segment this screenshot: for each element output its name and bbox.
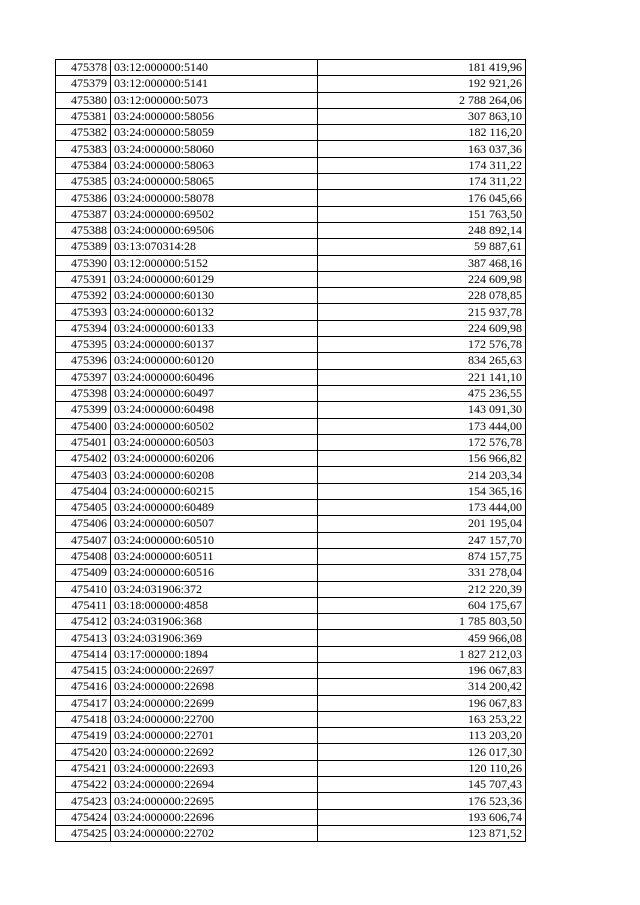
cadastral-number-cell: 03:24:000000:60137 (111, 337, 318, 353)
table-row (56, 125, 526, 141)
row-number-cell: 475411 (56, 597, 111, 613)
table-row (56, 679, 526, 695)
row-number-cell: 475421 (56, 760, 111, 776)
cadastral-value-cell: 126 017,30 (318, 744, 526, 760)
cadastral-number-cell: 03:24:000000:22695 (111, 793, 318, 809)
table-row (56, 532, 526, 548)
cadastral-value-cell: 174 311,22 (318, 174, 526, 190)
table-row (56, 320, 526, 336)
row-number-cell: 475397 (56, 369, 111, 385)
cadastral-number-cell: 03:24:031906:369 (111, 630, 318, 646)
table-row (56, 548, 526, 564)
cadastral-number-cell: 03:17:000000:1894 (111, 646, 318, 662)
cadastral-value-cell: 172 576,78 (318, 434, 526, 450)
cadastral-value-cell: 459 966,08 (318, 630, 526, 646)
table-row (56, 174, 526, 190)
cadastral-number-cell: 03:24:000000:60208 (111, 467, 318, 483)
cadastral-number-cell: 03:24:000000:60502 (111, 418, 318, 434)
row-number-cell: 475406 (56, 516, 111, 532)
cadastral-value-cell: 224 609,98 (318, 320, 526, 336)
row-number-cell: 475384 (56, 157, 111, 173)
table-row (56, 711, 526, 727)
table-row (56, 206, 526, 222)
row-number-cell: 475425 (56, 825, 111, 841)
table-row (56, 385, 526, 401)
table-row (56, 744, 526, 760)
row-number-cell: 475419 (56, 728, 111, 744)
table-row (56, 418, 526, 434)
row-number-cell: 475389 (56, 239, 111, 255)
cadastral-value-cell: 834 265,63 (318, 353, 526, 369)
cadastral-value-cell: 192 921,26 (318, 76, 526, 92)
table-row (56, 646, 526, 662)
cadastral-value-cell: 113 203,20 (318, 728, 526, 744)
row-number-cell: 475410 (56, 581, 111, 597)
table-row (56, 92, 526, 108)
cadastral-number-cell: 03:24:000000:22696 (111, 809, 318, 825)
table-row (56, 793, 526, 809)
table-row (56, 255, 526, 271)
table-row (56, 483, 526, 499)
row-number-cell: 475401 (56, 434, 111, 450)
table-row (56, 271, 526, 287)
table-row (56, 288, 526, 304)
table-row (56, 614, 526, 630)
row-number-cell: 475396 (56, 353, 111, 369)
cadastral-value-cell: 59 887,61 (318, 239, 526, 255)
row-number-cell: 475386 (56, 190, 111, 206)
table-row (56, 60, 526, 76)
cadastral-number-cell: 03:24:000000:60496 (111, 369, 318, 385)
cadastral-value-cell: 196 067,83 (318, 662, 526, 678)
table-row (56, 516, 526, 532)
cadastral-value-cell: 331 278,04 (318, 565, 526, 581)
table-row (56, 760, 526, 776)
table-body (56, 60, 526, 842)
row-number-cell: 475404 (56, 483, 111, 499)
cadastral-value-cell: 874 157,75 (318, 548, 526, 564)
cadastral-number-cell: 03:12:000000:5141 (111, 76, 318, 92)
table-row (56, 777, 526, 793)
row-number-cell: 475423 (56, 793, 111, 809)
cadastral-value-cell: 173 444,00 (318, 418, 526, 434)
cadastral-value-cell: 163 037,36 (318, 141, 526, 157)
cadastral-value-cell: 196 067,83 (318, 695, 526, 711)
row-number-cell: 475394 (56, 320, 111, 336)
row-number-cell: 475402 (56, 451, 111, 467)
cadastral-value-table (55, 59, 526, 842)
row-number-cell: 475395 (56, 337, 111, 353)
cadastral-number-cell: 03:24:000000:22700 (111, 711, 318, 727)
cadastral-value-cell: 120 110,26 (318, 760, 526, 776)
cadastral-number-cell: 03:24:000000:69502 (111, 206, 318, 222)
row-number-cell: 475390 (56, 255, 111, 271)
cadastral-value-cell: 475 236,55 (318, 385, 526, 401)
row-number-cell: 475380 (56, 92, 111, 108)
cadastral-value-cell: 307 863,10 (318, 108, 526, 124)
table-row (56, 451, 526, 467)
cadastral-number-cell: 03:24:000000:60133 (111, 320, 318, 336)
cadastral-number-cell: 03:24:000000:60132 (111, 304, 318, 320)
cadastral-number-cell: 03:24:000000:60129 (111, 271, 318, 287)
table-row (56, 809, 526, 825)
cadastral-number-cell: 03:12:000000:5073 (111, 92, 318, 108)
table-row (56, 728, 526, 744)
row-number-cell: 475398 (56, 385, 111, 401)
row-number-cell: 475412 (56, 614, 111, 630)
table-row (56, 76, 526, 92)
cadastral-value-cell: 173 444,00 (318, 500, 526, 516)
cadastral-number-cell: 03:24:000000:58078 (111, 190, 318, 206)
cadastral-number-cell: 03:12:000000:5152 (111, 255, 318, 271)
cadastral-number-cell: 03:24:000000:22702 (111, 825, 318, 841)
cadastral-value-cell: 123 871,52 (318, 825, 526, 841)
cadastral-value-cell: 193 606,74 (318, 809, 526, 825)
cadastral-number-cell: 03:24:000000:22692 (111, 744, 318, 760)
cadastral-value-cell: 174 311,22 (318, 157, 526, 173)
cadastral-number-cell: 03:24:000000:60489 (111, 500, 318, 516)
table-row (56, 402, 526, 418)
cadastral-value-cell: 181 419,96 (318, 60, 526, 76)
row-number-cell: 475424 (56, 809, 111, 825)
table-row (56, 157, 526, 173)
cadastral-number-cell: 03:24:000000:60206 (111, 451, 318, 467)
row-number-cell: 475400 (56, 418, 111, 434)
cadastral-value-cell: 221 141,10 (318, 369, 526, 385)
row-number-cell: 475418 (56, 711, 111, 727)
table-row (56, 304, 526, 320)
cadastral-number-cell: 03:24:000000:60130 (111, 288, 318, 304)
cadastral-number-cell: 03:18:000000:4858 (111, 597, 318, 613)
row-number-cell: 475392 (56, 288, 111, 304)
row-number-cell: 475420 (56, 744, 111, 760)
cadastral-number-cell: 03:24:000000:60215 (111, 483, 318, 499)
row-number-cell: 475417 (56, 695, 111, 711)
cadastral-number-cell: 03:24:000000:58063 (111, 157, 318, 173)
row-number-cell: 475387 (56, 206, 111, 222)
cadastral-number-cell: 03:24:000000:60503 (111, 434, 318, 450)
row-number-cell: 475391 (56, 271, 111, 287)
table-row (56, 630, 526, 646)
row-number-cell: 475405 (56, 500, 111, 516)
cadastral-value-cell: 163 253,22 (318, 711, 526, 727)
cadastral-number-cell: 03:24:000000:58056 (111, 108, 318, 124)
table-row (56, 222, 526, 238)
table-row (56, 825, 526, 841)
row-number-cell: 475399 (56, 402, 111, 418)
cadastral-value-cell: 1 827 212,03 (318, 646, 526, 662)
cadastral-value-cell: 214 203,34 (318, 467, 526, 483)
row-number-cell: 475378 (56, 60, 111, 76)
cadastral-value-cell: 182 116,20 (318, 125, 526, 141)
cadastral-number-cell: 03:24:000000:60497 (111, 385, 318, 401)
table-row (56, 695, 526, 711)
table-row (56, 369, 526, 385)
table-row (56, 467, 526, 483)
row-number-cell: 475416 (56, 679, 111, 695)
row-number-cell: 475388 (56, 222, 111, 238)
cadastral-value-cell: 201 195,04 (318, 516, 526, 532)
cadastral-value-cell: 247 157,70 (318, 532, 526, 548)
cadastral-value-cell: 2 788 264,06 (318, 92, 526, 108)
table-row (56, 108, 526, 124)
cadastral-number-cell: 03:24:000000:58060 (111, 141, 318, 157)
cadastral-number-cell: 03:24:000000:69506 (111, 222, 318, 238)
cadastral-value-cell: 212 220,39 (318, 581, 526, 597)
table-row (56, 565, 526, 581)
row-number-cell: 475379 (56, 76, 111, 92)
table-row (56, 581, 526, 597)
cadastral-number-cell: 03:24:000000:60511 (111, 548, 318, 564)
cadastral-number-cell: 03:13:070314:28 (111, 239, 318, 255)
cadastral-number-cell: 03:24:000000:22698 (111, 679, 318, 695)
cadastral-value-cell: 248 892,14 (318, 222, 526, 238)
row-number-cell: 475413 (56, 630, 111, 646)
cadastral-number-cell: 03:24:000000:60498 (111, 402, 318, 418)
row-number-cell: 475385 (56, 174, 111, 190)
cadastral-number-cell: 03:24:000000:22697 (111, 662, 318, 678)
row-number-cell: 475382 (56, 125, 111, 141)
cadastral-number-cell: 03:24:000000:22699 (111, 695, 318, 711)
cadastral-number-cell: 03:24:000000:60516 (111, 565, 318, 581)
table-row (56, 597, 526, 613)
cadastral-number-cell: 03:24:000000:22701 (111, 728, 318, 744)
row-number-cell: 475393 (56, 304, 111, 320)
cadastral-number-cell: 03:24:031906:372 (111, 581, 318, 597)
cadastral-value-cell: 151 763,50 (318, 206, 526, 222)
cadastral-number-cell: 03:24:000000:58059 (111, 125, 318, 141)
row-number-cell: 475422 (56, 777, 111, 793)
cadastral-number-cell: 03:24:031906:368 (111, 614, 318, 630)
row-number-cell: 475403 (56, 467, 111, 483)
cadastral-number-cell: 03:12:000000:5140 (111, 60, 318, 76)
row-number-cell: 475414 (56, 646, 111, 662)
cadastral-value-cell: 172 576,78 (318, 337, 526, 353)
cadastral-value-cell: 228 078,85 (318, 288, 526, 304)
cadastral-value-cell: 224 609,98 (318, 271, 526, 287)
table-row (56, 190, 526, 206)
row-number-cell: 475383 (56, 141, 111, 157)
cadastral-value-cell: 1 785 803,50 (318, 614, 526, 630)
cadastral-value-cell: 145 707,43 (318, 777, 526, 793)
cadastral-value-cell: 156 966,82 (318, 451, 526, 467)
cadastral-number-cell: 03:24:000000:58065 (111, 174, 318, 190)
table-row (56, 662, 526, 678)
cadastral-number-cell: 03:24:000000:60510 (111, 532, 318, 548)
row-number-cell: 475415 (56, 662, 111, 678)
table-row (56, 337, 526, 353)
cadastral-value-cell: 215 937,78 (318, 304, 526, 320)
cadastral-value-cell: 387 468,16 (318, 255, 526, 271)
table-row (56, 353, 526, 369)
row-number-cell: 475407 (56, 532, 111, 548)
table-row (56, 141, 526, 157)
row-number-cell: 475409 (56, 565, 111, 581)
table-row (56, 434, 526, 450)
cadastral-value-cell: 143 091,30 (318, 402, 526, 418)
cadastral-number-cell: 03:24:000000:22694 (111, 777, 318, 793)
table-row (56, 500, 526, 516)
cadastral-value-cell: 154 365,16 (318, 483, 526, 499)
row-number-cell: 475381 (56, 108, 111, 124)
row-number-cell: 475408 (56, 548, 111, 564)
cadastral-value-cell: 176 523,36 (318, 793, 526, 809)
cadastral-value-cell: 314 200,42 (318, 679, 526, 695)
cadastral-number-cell: 03:24:000000:60507 (111, 516, 318, 532)
table-row (56, 239, 526, 255)
cadastral-number-cell: 03:24:000000:60120 (111, 353, 318, 369)
cadastral-number-cell: 03:24:000000:22693 (111, 760, 318, 776)
cadastral-value-cell: 176 045,66 (318, 190, 526, 206)
cadastral-value-cell: 604 175,67 (318, 597, 526, 613)
